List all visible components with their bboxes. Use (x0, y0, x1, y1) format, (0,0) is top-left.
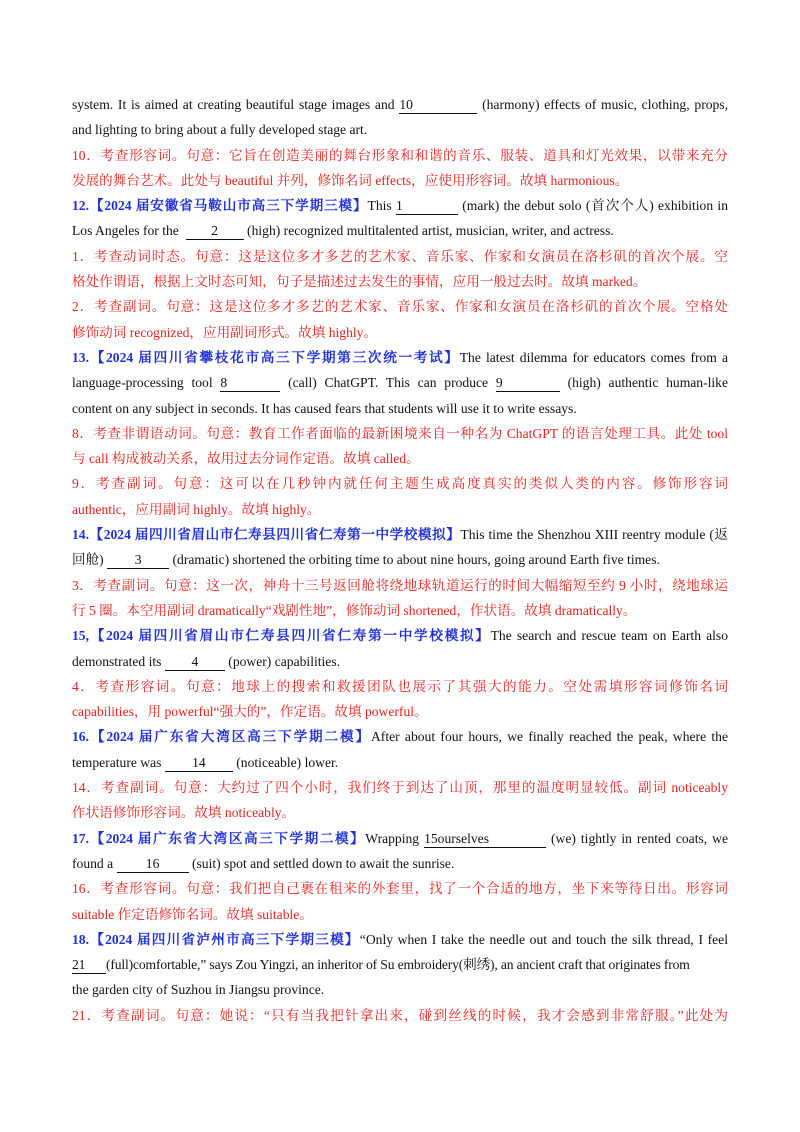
analysis-8: 8．考查非谓语动词。句意：教育工作者面临的最新困境来自一种名为 ChatGPT 的语言处理工具。此处 tool (72, 425, 728, 441)
analysis-3-cont: 行 5 圈。本空用副词 dramatically“戏剧性地”，修饰动词 shortened，作状语。故填 dramatically。 (72, 602, 637, 618)
question-14-line-1: 14.【2024 届四川省眉山市仁寿县四川省仁寿第一中学校模拟】This time the Shenzhou XIII reentry module (返 (72, 527, 728, 543)
question-18-line-2: 21 (full)comfortable,” says Zou Yingzi, an inheritor of Su embroidery(刺绣), an ancient craft that originates from (72, 957, 690, 973)
analysis-10: 10．考查形容词。句意：它旨在创造美丽的舞台形象和和谐的音乐、服装、道具和灯光效果，以带来充分 (72, 147, 728, 163)
analysis-9: 9．考查副词。句意：这可以在几秒钟内就任何主题生成高度真实的类似人类的内容。修饰形容词 (72, 476, 728, 492)
analysis-3: 3．考查副词。句意：这一次，神舟十三号返回舱将绕地球轨道运行的时间大幅缩短至约 9 小时，绕地球运 (72, 577, 728, 593)
question-16-line-1: 16.【2024 届广东省大湾区高三下学期二模】After about four hours, we finally reached the peak, where the (72, 729, 728, 745)
answer-blank-8: 8 (220, 375, 280, 392)
answer-blank-21: 21 (72, 957, 106, 974)
analysis-16: 16．考查形容词。句意：我们把自己裹在租来的外套里，找了一个合适的地方，坐下来等待日出。形容词 (72, 881, 728, 897)
question-17-line-1: 17.【2024 届广东省大湾区高三下学期二模】Wrapping 15ourselves (we) tightly in rented coats, we (72, 830, 728, 846)
analysis-1-cont: 格处作谓语，根据上文时态可知，句子是描述过去发生的事情，应用一般过去时。故填 marked。 (72, 274, 647, 290)
question-16-header: 16.【2024 届广东省大湾区高三下学期二模】 (72, 729, 371, 745)
question-14-header: 14.【2024 届四川省眉山市仁寿县四川省仁寿第一中学校模拟】 (72, 527, 461, 543)
analysis-2-cont: 修饰动词 recognized，应用副词形式。故填 highly。 (72, 324, 378, 340)
analysis-9-cont: authentic，应用副词 highly。故填 highly。 (72, 501, 321, 517)
document-page (72, 92, 728, 1028)
analysis-4: 4．考查形容词。句意：地球上的搜索和救援团队也展示了其强大的能力。空处需填形容词修饰名词 (72, 678, 728, 694)
analysis-2: 2．考查副词。句意：这是这位多才多艺的艺术家、音乐家、作家和女演员在洛杉矶的首次个展。空格处 (72, 299, 728, 315)
question-18-line-3: the garden city of Suzhou in Jiangsu province. (72, 982, 325, 998)
question-15-line-1: 15,【2024 届四川省眉山市仁寿县四川省仁寿第一中学校模拟】The search and rescue team on Earth also (72, 628, 728, 644)
answer-blank-15: 15ourselves (424, 831, 546, 848)
question-13-header: 13.【2024 届四川省攀枝花市高三下学期第三次统一考试】 (72, 349, 460, 365)
analysis-21: 21．考查副词。句意：她说：“只有当我把针拿出来，碰到丝线的时候，我才会感到非常舒服。”此处为 (72, 1007, 728, 1023)
answer-blank-4: 4 (165, 654, 225, 671)
question-13-line-3: content on any subject in seconds. It has caused fears that students will use it to write essays. (72, 400, 577, 416)
answer-blank-1: 1 (396, 198, 458, 215)
analysis-14-cont: 作状语修饰形容词。故填 noticeably。 (72, 805, 296, 821)
answer-blank-3: 3 (107, 552, 169, 569)
question-13-line-2: language-processing tool 8 (call) ChatGPT. This can produce 9 (high) authentic human-like (72, 375, 728, 391)
question-13-line-1: 13.【2024 届四川省攀枝花市高三下学期第三次统一考试】The latest dilemma for educators comes from a (72, 349, 728, 365)
question-15-header: 15,【2024 届四川省眉山市仁寿县四川省仁寿第一中学校模拟】 (72, 628, 491, 644)
analysis-1: 1．考查动词时态。句意：这是这位多才多艺的艺术家、音乐家、作家和女演员在洛杉矶的首次个展。空 (72, 248, 728, 264)
question-18-header: 18.【2024 届四川省泸州市高三下学期三模】 (72, 931, 360, 947)
question-12-header: 12.【2024 届安徽省马鞍山市高三下学期三模】 (72, 198, 368, 214)
analysis-16-cont: suitable 作定语修饰名词。故填 suitable。 (72, 906, 313, 922)
analysis-4-cont: capabilities，用 powerful“强大的”，作定语。故填 powerful。 (72, 704, 428, 720)
passage-line: and lighting to bring about a fully developed stage art. (72, 122, 368, 138)
answer-blank-14: 14 (165, 755, 233, 772)
analysis-10-cont: 发展的舞台艺术。此处与 beautiful 并列，修饰名词 effects，应使用形容词。故填 harmonious。 (72, 172, 629, 188)
question-15-line-2: demonstrated its 4 (power) capabilities. (72, 653, 341, 669)
answer-blank-16: 16 (117, 856, 189, 873)
question-16-line-2: temperature was 14 (noticeable) lower. (72, 754, 339, 770)
question-17-header: 17.【2024 届广东省大湾区高三下学期二模】 (72, 830, 366, 846)
question-17-line-2: found a 16 (suit) spot and settled down to await the sunrise. (72, 855, 455, 871)
passage-line: system. It is aimed at creating beautiful stage images and 10 (harmony) effects of music, clothing, props, (72, 97, 728, 112)
answer-blank-9: 9 (496, 375, 560, 392)
question-14-line-2: 回舱) 3 (dramatic) shortened the orbiting time to about nine hours, going around Earth five times. (72, 552, 660, 568)
question-12-line-2: Los Angeles for the 2 (high) recognized multitalented artist, musician, writer, and actress. (72, 223, 614, 239)
question-18-line-1: 18.【2024 届四川省泸州市高三下学期三模】“Only when I take the needle out and touch the silk thread, I feel (72, 931, 728, 947)
analysis-14: 14．考查副词。句意：大约过了四个小时，我们终于到达了山顶，那里的温度明显较低。副词 noticeably (72, 780, 728, 796)
question-12-line-1: 12.【2024 届安徽省马鞍山市高三下学期三模】This 1 (mark) the debut solo (首次个人) exhibition in (72, 198, 728, 214)
answer-blank-10: 10 (399, 97, 477, 114)
answer-blank-2: 2 (186, 223, 244, 240)
analysis-8-cont: 与 call 构成被动关系，故用过去分词作定语。故填 called。 (72, 451, 420, 467)
